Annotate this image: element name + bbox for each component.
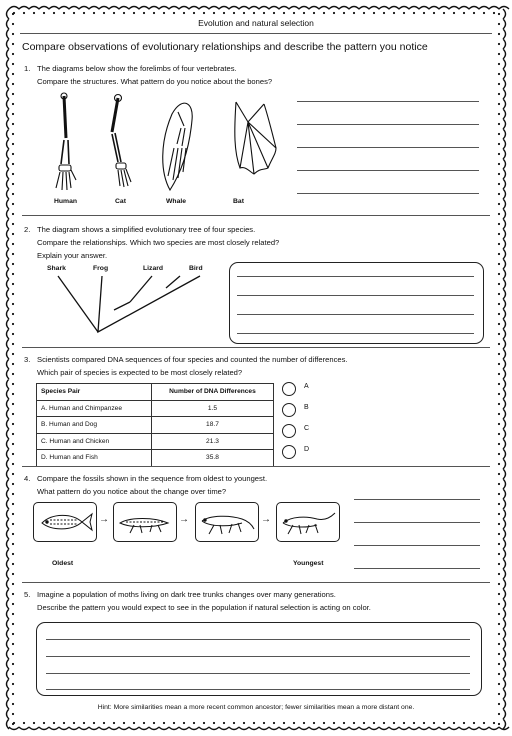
radio-circle[interactable] <box>282 424 296 438</box>
table-cell: 21.3 <box>151 433 273 450</box>
tree-label-shark: Shark <box>47 265 66 272</box>
label-cat: Cat <box>115 198 126 205</box>
whale-forelimb <box>163 103 192 190</box>
q1-answer-line[interactable] <box>297 101 479 102</box>
q3-line1: Scientists compared DNA sequences of four species and counted the number of differences. <box>37 355 348 364</box>
arrow-right-icon: → <box>99 514 109 525</box>
table-header: Species Pair <box>37 384 152 401</box>
q4-line1: Compare the fossils shown in the sequence from oldest to youngest. <box>37 474 268 483</box>
dna-differences-table <box>36 383 274 467</box>
q1-answer-line[interactable] <box>297 193 479 194</box>
forelimb-illustrations <box>40 92 290 196</box>
cat-forelimb <box>112 95 131 188</box>
option-label: D <box>304 446 310 453</box>
label-youngest: Youngest <box>293 560 324 567</box>
table-header: Number of DNA Differences <box>151 384 273 401</box>
section-divider <box>22 582 490 583</box>
amphibian-fossil-icon <box>196 503 258 541</box>
q1-line2: Compare the structures. What pattern do you notice about the bones? <box>37 77 273 86</box>
label-oldest: Oldest <box>52 560 74 567</box>
table-cell: 18.7 <box>151 417 273 434</box>
q1-answer-line[interactable] <box>297 147 479 148</box>
section-divider <box>22 215 490 216</box>
q5-number: 5. <box>24 590 31 599</box>
bat-forelimb <box>235 102 276 174</box>
fossil-2 <box>113 502 177 542</box>
fish-fossil-icon <box>34 503 96 541</box>
table-cell: 1.5 <box>151 400 273 417</box>
q2-answer-line[interactable] <box>237 314 474 315</box>
q3-line2: Which pair of species is expected to be most closely related? <box>37 368 243 377</box>
q2-line3: Explain your answer. <box>37 251 108 260</box>
arrow-right-icon: → <box>261 514 271 525</box>
option-label: C <box>304 425 310 432</box>
table-cell: C. Human and Chicken <box>37 433 152 450</box>
q3-number: 3. <box>24 355 31 364</box>
arrow-right-icon: → <box>179 514 189 525</box>
table-cell: B. Human and Dog <box>37 417 152 434</box>
q1-answer-line[interactable] <box>297 170 479 171</box>
q5-answer-line[interactable] <box>46 639 470 640</box>
fossil-3 <box>195 502 259 542</box>
option-label: A <box>304 383 309 390</box>
page-title: Evolution and natural selection <box>198 18 314 28</box>
q2-answer-line[interactable] <box>237 276 474 277</box>
q5-answer-line[interactable] <box>46 656 470 657</box>
label-bat: Bat <box>233 198 244 205</box>
q2-line2: Compare the relationships. Which two species are most closely related? <box>37 238 280 247</box>
evolutionary-tree <box>40 272 220 338</box>
table-row <box>37 433 274 450</box>
q2-number: 2. <box>24 225 31 234</box>
table-header-row <box>37 384 274 401</box>
tree-label-lizard: Lizard <box>143 265 164 272</box>
table-row <box>37 450 274 467</box>
q2-answer-line[interactable] <box>237 295 474 296</box>
human-forelimb <box>56 93 76 190</box>
q4-line2: What pattern do you notice about the change over time? <box>37 487 227 496</box>
q1-line1: The diagrams below show the forelimbs of four vertebrates. <box>37 64 237 73</box>
q5-answer-box[interactable] <box>36 622 482 696</box>
fossil-4 <box>276 502 340 542</box>
option-label: B <box>304 404 309 411</box>
q5-line1: Imagine a population of moths living on dark tree trunks changes over many generations. <box>37 590 336 599</box>
reptile-fossil-icon <box>277 503 339 541</box>
q2-answer-line[interactable] <box>237 333 474 334</box>
fossil-1 <box>33 502 97 542</box>
early-tetrapod-fossil-icon <box>114 503 176 541</box>
q4-answer-line[interactable] <box>354 568 480 569</box>
section-divider <box>22 466 490 467</box>
title-divider <box>20 33 492 34</box>
q4-answer-line[interactable] <box>354 499 480 500</box>
section-divider <box>22 347 490 348</box>
q2-answer-box[interactable] <box>229 262 484 344</box>
q4-answer-line[interactable] <box>354 545 480 546</box>
label-whale: Whale <box>166 198 187 205</box>
page-heading: Compare observations of evolutionary relationships and describe the pattern you notice <box>22 41 428 53</box>
table-cell: D. Human and Fish <box>37 450 152 467</box>
q1-number: 1. <box>24 64 31 73</box>
table-row <box>37 400 274 417</box>
table-row <box>37 417 274 434</box>
tree-label-frog: Frog <box>93 265 109 272</box>
q4-answer-line[interactable] <box>354 522 480 523</box>
hint-text: Hint: More similarities mean a more recent common ancestor; fewer similarities mean a more distant one. <box>97 704 415 711</box>
q5-answer-line[interactable] <box>46 689 470 690</box>
tree-label-bird: Bird <box>189 265 203 272</box>
q1-answer-line[interactable] <box>297 124 479 125</box>
q4-number: 4. <box>24 474 31 483</box>
table-cell: 35.8 <box>151 450 273 467</box>
radio-circle[interactable] <box>282 445 296 459</box>
label-human: Human <box>54 198 78 205</box>
q5-line2: Describe the pattern you would expect to see in the population if natural selection is acting on color. <box>37 603 371 612</box>
q2-line1: The diagram shows a simplified evolutionary tree of four species. <box>37 225 256 234</box>
q5-answer-line[interactable] <box>46 673 470 674</box>
radio-circle[interactable] <box>282 403 296 417</box>
table-cell: A. Human and Chimpanzee <box>37 400 152 417</box>
radio-circle[interactable] <box>282 382 296 396</box>
